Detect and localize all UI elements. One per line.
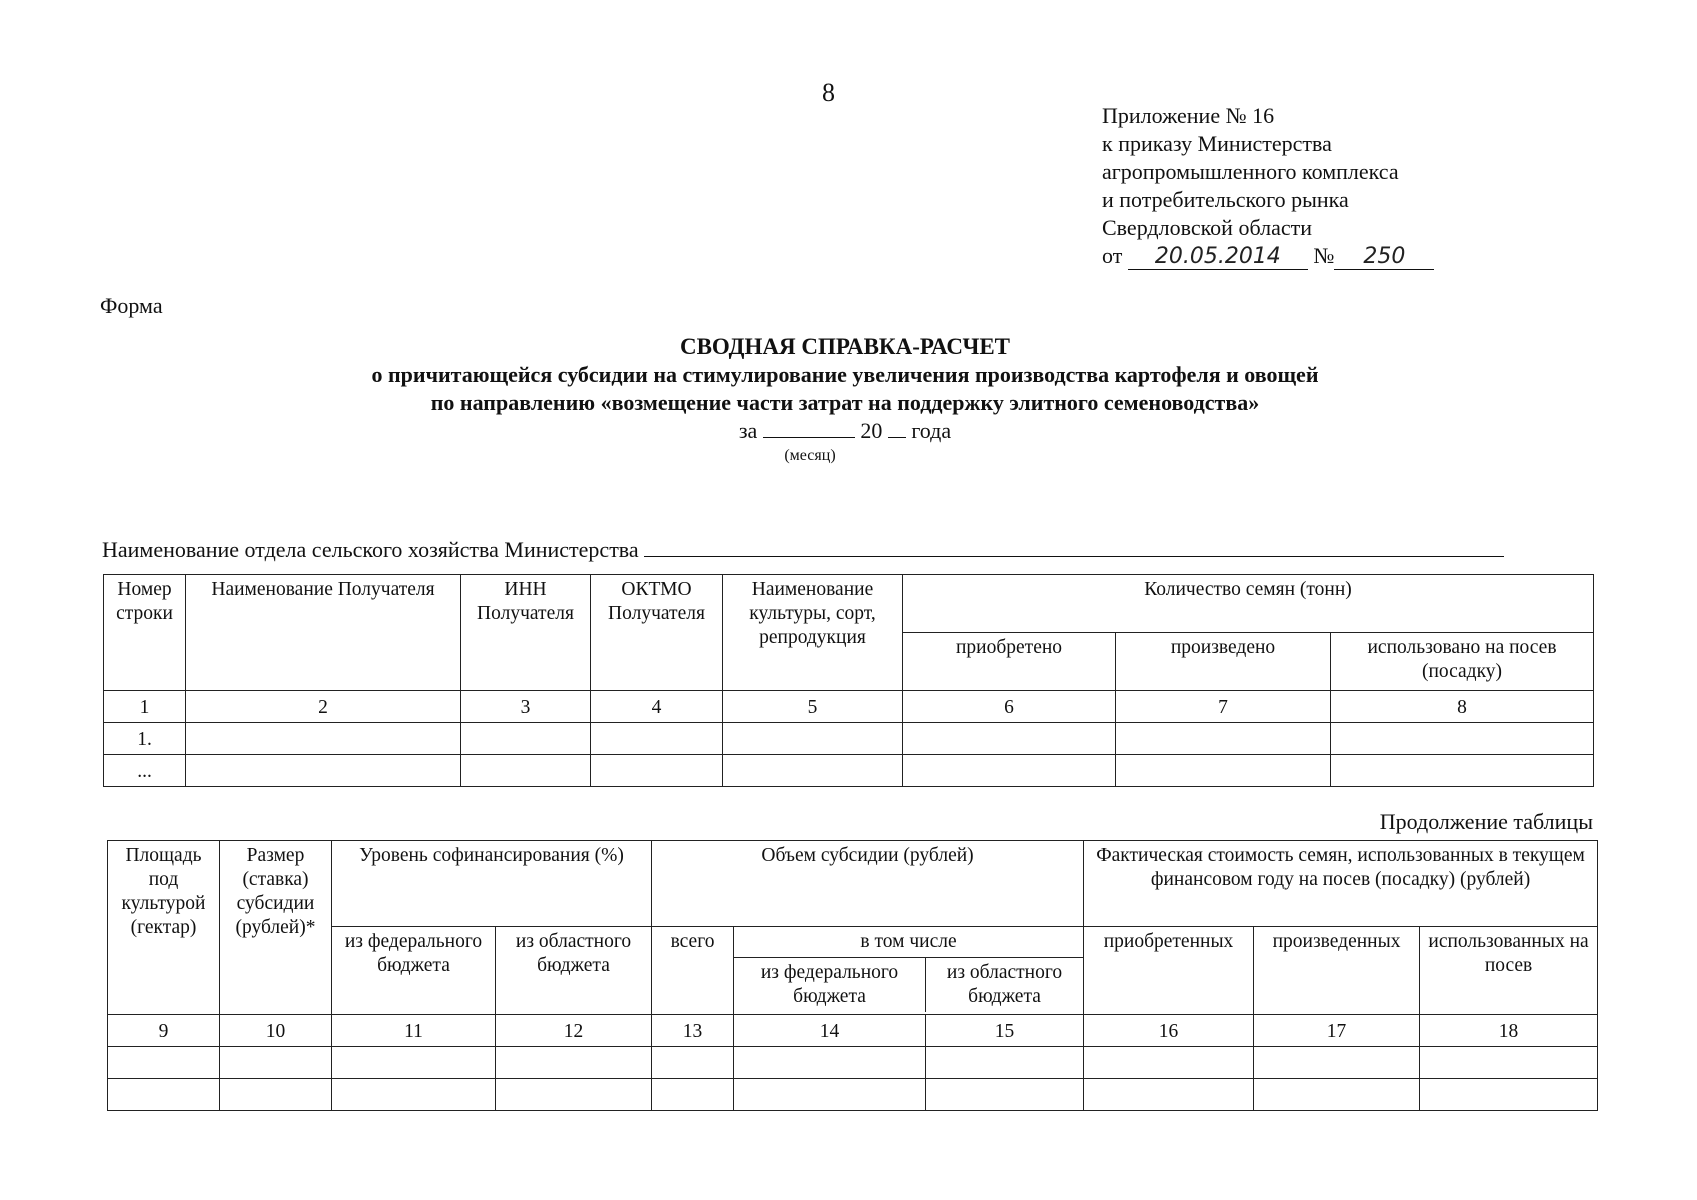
column-number: 12 xyxy=(496,1015,652,1047)
annex-line-3: агропромышленного комплекса xyxy=(1102,159,1399,184)
header-inn: ИНН Получателя xyxy=(461,575,591,691)
table-cell xyxy=(734,1047,926,1079)
period-year: 20 xyxy=(860,418,883,443)
header-subsidy-regional: из областного бюджета xyxy=(946,962,1063,1007)
header-cofin-regional: из областного бюджета xyxy=(496,927,652,1015)
column-number: 3 xyxy=(461,691,591,723)
column-number: 9 xyxy=(108,1015,220,1047)
column-number: 5 xyxy=(723,691,903,723)
table-cell xyxy=(1116,755,1331,787)
annex-line-5: Свердловской области xyxy=(1102,215,1312,240)
period-suffix: года xyxy=(911,418,952,443)
header-crop: Наименование культуры, сорт, репродукция xyxy=(723,575,903,691)
period-prefix: за xyxy=(738,418,758,443)
column-number: 16 xyxy=(1084,1015,1254,1047)
table-cell xyxy=(1254,1047,1420,1079)
column-numbers-row xyxy=(108,1015,1598,1047)
department-line xyxy=(102,537,1504,563)
header-subsidy-federal: из федерального бюджета xyxy=(734,958,926,1012)
annex-line-1: Приложение № 16 xyxy=(1102,103,1275,128)
table-cell xyxy=(332,1079,496,1111)
table-cell xyxy=(723,723,903,755)
column-number: 13 xyxy=(652,1015,734,1047)
table-cell xyxy=(1331,723,1594,755)
table-row xyxy=(104,723,1594,755)
table-cell xyxy=(108,1047,220,1079)
table-cell xyxy=(1420,1047,1598,1079)
form-label: Форма xyxy=(100,293,163,318)
table-cell: 1. xyxy=(104,723,186,755)
column-number: 2 xyxy=(186,691,461,723)
table-cell xyxy=(186,755,461,787)
table-cell xyxy=(591,723,723,755)
table-cell xyxy=(1116,723,1331,755)
table-cell xyxy=(186,723,461,755)
table-cell xyxy=(461,723,591,755)
header-purchased: приобретено xyxy=(903,633,1116,691)
annex-date-line xyxy=(1102,242,1434,270)
table-cell xyxy=(903,723,1116,755)
annex-line-2: к приказу Министерства xyxy=(1102,131,1332,156)
header-cost-purchased: приобретенных xyxy=(1084,927,1254,1015)
column-number: 17 xyxy=(1254,1015,1420,1047)
table-cell xyxy=(220,1047,332,1079)
period-line xyxy=(280,417,1410,445)
header-cofin-federal: из федерального бюджета xyxy=(332,927,496,1015)
table-cell xyxy=(1084,1079,1254,1111)
header-cost-produced: произведенных xyxy=(1254,927,1420,1015)
annex-line-4: и потребительского рынка xyxy=(1102,187,1349,212)
table-cell xyxy=(1254,1079,1420,1111)
annex-number-prefix: № xyxy=(1313,243,1335,268)
department-label: Наименование отдела сельского хозяйства Министерства xyxy=(102,537,639,562)
column-number: 10 xyxy=(220,1015,332,1047)
table-row xyxy=(108,1079,1598,1111)
header-cofinancing-group: Уровень софинансирования (%) xyxy=(332,841,652,927)
continuation-label: Продолжение таблицы xyxy=(1379,809,1593,834)
title-line-3: по направлению «возмещение части затрат на поддержку элитного семеноводства» xyxy=(430,390,1260,415)
header-including-group xyxy=(734,927,1084,1015)
header-subsidy-group: Объем субсидии (рублей) xyxy=(652,841,1084,927)
header-produced: произведено xyxy=(1116,633,1331,691)
header-area: Площадь под культурой (гектар) xyxy=(108,841,220,1015)
header-subsidy-total: всего xyxy=(652,927,734,1015)
header-including-split xyxy=(734,958,1083,1012)
table-cell xyxy=(903,755,1116,787)
table-cell xyxy=(496,1047,652,1079)
table-cell xyxy=(652,1047,734,1079)
table-cell xyxy=(926,1047,1084,1079)
title-line-1: СВОДНАЯ СПРАВКА-РАСЧЕТ xyxy=(679,334,1011,359)
column-number: 8 xyxy=(1331,691,1594,723)
table-cell xyxy=(734,1079,926,1111)
table-cell xyxy=(1420,1079,1598,1111)
table-cell xyxy=(220,1079,332,1111)
annex-date-prefix: от xyxy=(1102,243,1123,268)
document-title xyxy=(280,333,1410,467)
header-cost-used: использованных на посев xyxy=(1420,927,1598,1015)
recipients-table xyxy=(103,574,1594,787)
column-number: 18 xyxy=(1420,1015,1598,1047)
column-number: 4 xyxy=(591,691,723,723)
header-including: в том числе xyxy=(734,927,1083,958)
table-row xyxy=(104,755,1594,787)
table-row xyxy=(108,1047,1598,1079)
table-cell xyxy=(723,755,903,787)
column-number: 14 xyxy=(734,1015,926,1047)
column-number: 15 xyxy=(926,1015,1084,1047)
header-recipient-name: Наименование Получателя xyxy=(186,575,461,691)
header-seeds-group: Количество семян (тонн) xyxy=(903,575,1594,633)
title-line-2: о причитающейся субсидии на стимулирование увеличения производства картофеля и овощей xyxy=(371,362,1319,387)
table-cell xyxy=(496,1079,652,1111)
table-cell xyxy=(461,755,591,787)
page-number: 8 xyxy=(822,78,835,107)
month-hint: (месяц) xyxy=(784,447,836,464)
table-cell xyxy=(652,1079,734,1111)
header-used: использовано на посев (посадку) xyxy=(1331,633,1594,691)
column-numbers-row xyxy=(104,691,1594,723)
header-row-number: Номер строки xyxy=(104,575,186,691)
table-cell xyxy=(1331,755,1594,787)
annex-date-value: 20.05.2014 xyxy=(1128,245,1308,270)
header-oktmo: ОКТМО Получателя xyxy=(591,575,723,691)
table-cell xyxy=(591,755,723,787)
header-cost-group: Фактическая стоимость семян, использованных в текущем финансовом году на посев (посадку) (рублей) xyxy=(1084,841,1598,927)
table-cell xyxy=(1084,1047,1254,1079)
column-number: 11 xyxy=(332,1015,496,1047)
column-number: 6 xyxy=(903,691,1116,723)
annex-block xyxy=(1102,102,1434,270)
column-number: 1 xyxy=(104,691,186,723)
annex-number-value: 250 xyxy=(1334,245,1434,270)
subsidy-table xyxy=(107,840,1598,1111)
department-blank xyxy=(644,556,1504,557)
month-blank xyxy=(763,437,855,438)
column-number: 7 xyxy=(1116,691,1331,723)
header-rate: Размер (ставка) субсидии (рублей)* xyxy=(220,841,332,1015)
year-blank xyxy=(888,437,906,438)
table-cell: ... xyxy=(104,755,186,787)
table-cell xyxy=(926,1079,1084,1111)
table-cell xyxy=(332,1047,496,1079)
table-cell xyxy=(108,1079,220,1111)
